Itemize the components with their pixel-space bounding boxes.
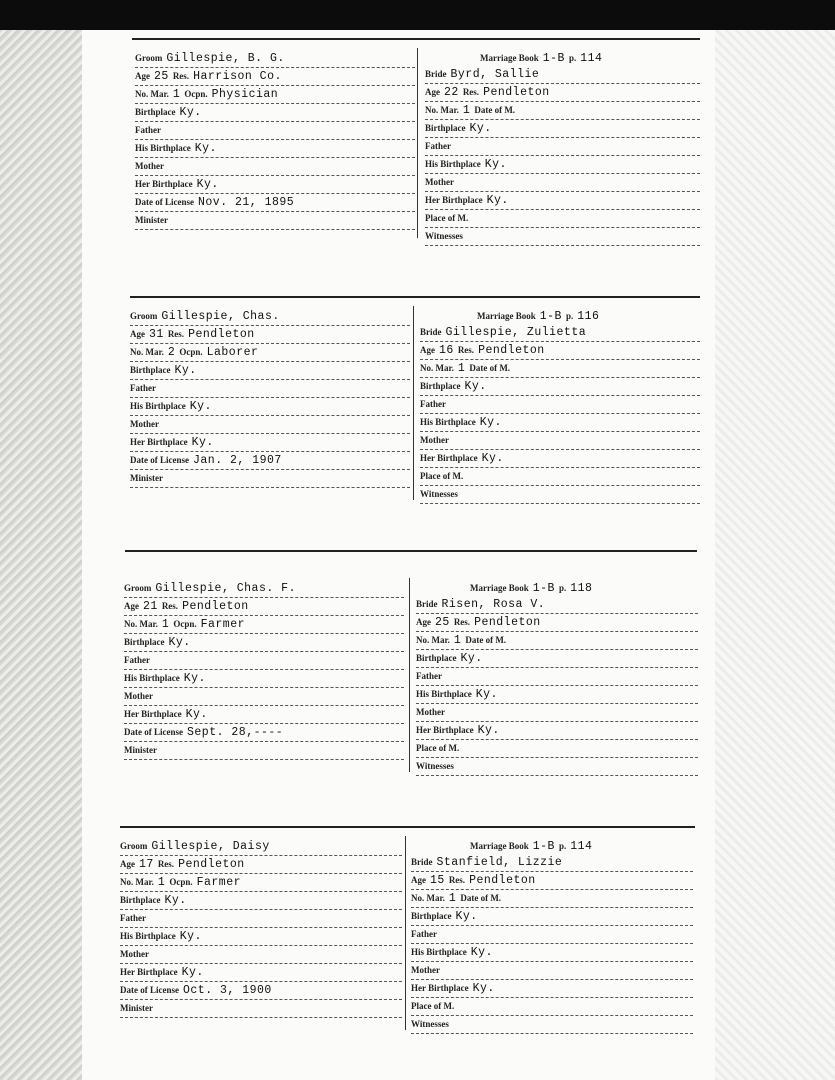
column-divider (417, 48, 418, 238)
groom-mar-row: No. Mar. 1 Ocpn. Physician (135, 86, 415, 104)
bride-birthplace: Ky. (460, 652, 483, 665)
bride-birthplace-row: Birthplace Ky. (416, 650, 698, 668)
groom-age: 21 (143, 600, 158, 613)
groom-birthplace: Ky. (164, 894, 187, 907)
groom-res: Pendleton (178, 858, 245, 871)
groom-age-row: Age 21 Res. Pendleton (124, 598, 404, 616)
groom-mar-row: No. Mar. 1 Ocpn. Farmer (120, 874, 402, 892)
groom-birthplace-row: Birthplace Ky. (130, 362, 410, 380)
groom-age: 25 (154, 70, 169, 83)
groom-her-birthplace-row: Her Birthplace Ky. (120, 964, 402, 982)
record-divider (125, 550, 697, 552)
book-number: 1-B (532, 582, 555, 595)
groom-license-row: Date of License Oct. 3, 1900 (120, 982, 402, 1000)
date-of-license: Oct. 3, 1900 (182, 984, 272, 997)
groom-his-birthplace-row: His Birthplace Ky. (130, 398, 410, 416)
bride-his-birthplace: Ky. (470, 946, 493, 959)
bride-father-row: Father (425, 138, 700, 156)
bride-no-mar: 1 (448, 892, 457, 905)
bride-age-row: Age 15 Res. Pendleton (411, 872, 693, 890)
groom-age-row: Age 25 Res. Harrison Co. (135, 68, 415, 86)
groom-her-birthplace: Ky. (185, 708, 208, 721)
groom-name-row: Groom Gillespie, Chas. F. (124, 580, 404, 598)
groom-mar-row: No. Mar. 2 Ocpn. Laborer (130, 344, 410, 362)
bride-his-birthplace: Ky. (479, 416, 502, 429)
groom-mother-row: Mother (120, 946, 402, 964)
bride-birthplace-row: Birthplace Ky. (411, 908, 693, 926)
bride-place-row: Place of M. (411, 998, 693, 1016)
bride-place-row: Place of M. (420, 468, 700, 486)
groom-age-row: Age 31 Res. Pendleton (130, 326, 410, 344)
groom-no-mar: 2 (167, 346, 176, 359)
column-divider (409, 578, 410, 772)
bride-name-row: Bride Gillespie, Zulietta (420, 324, 700, 342)
groom-his-birthplace: Ky. (183, 672, 206, 685)
groom-her-birthplace-row: Her Birthplace Ky. (130, 434, 410, 452)
bride-name: Byrd, Sallie (450, 68, 540, 81)
groom-name: Gillespie, Chas. F. (155, 582, 296, 595)
bride-birthplace: Ky. (469, 122, 492, 135)
groom-mother-row: Mother (135, 158, 415, 176)
bride-name-row: Bride Stanfield, Lizzie (411, 854, 693, 872)
column-divider (405, 836, 406, 1030)
bride-her-birthplace-row: Her Birthplace Ky. (420, 450, 700, 468)
bride-no-mar: 1 (457, 362, 466, 375)
bride-mother-row: Mother (420, 432, 700, 450)
bride-age: 25 (435, 616, 450, 629)
record-divider (120, 826, 695, 828)
bride-witnesses-row: Witnesses (420, 486, 700, 504)
groom-his-birthplace-row: His Birthplace Ky. (120, 928, 402, 946)
bride-witnesses-row: Witnesses (425, 228, 700, 246)
groom-her-birthplace-row: Her Birthplace Ky. (124, 706, 404, 724)
groom-ocpn: Farmer (196, 876, 242, 889)
bride-his-birthplace: Ky. (484, 158, 507, 171)
bride-place-row: Place of M. (425, 210, 700, 228)
bride-her-birthplace-row: Her Birthplace Ky. (411, 980, 693, 998)
bride-his-birthplace-row: His Birthplace Ky. (425, 156, 700, 174)
bride-mother-row: Mother (411, 962, 693, 980)
marriage-book-ref: Marriage Book 1-B p. 118 (470, 582, 593, 595)
bride-his-birthplace-row: His Birthplace Ky. (420, 414, 700, 432)
scan-left-margin (0, 30, 82, 1080)
bride-name-row: Bride Risen, Rosa V. (416, 596, 698, 614)
groom-name: Gillespie, Chas. (161, 310, 280, 323)
bride-res: Pendleton (474, 616, 541, 629)
bride-name: Risen, Rosa V. (441, 598, 546, 611)
book-page: 114 (580, 52, 603, 65)
marriage-book-ref: Marriage Book 1-B p. 116 (477, 310, 600, 323)
book-number: 1-B (539, 310, 562, 323)
groom-license-row: Date of License Jan. 2, 1907 (130, 452, 410, 470)
book-page: 118 (570, 582, 593, 595)
groom-her-birthplace-row: Her Birthplace Ky. (135, 176, 415, 194)
groom-name-row: Groom Gillespie, B. G. (135, 50, 415, 68)
bride-mother-row: Mother (416, 704, 698, 722)
bride-birthplace-row: Birthplace Ky. (425, 120, 700, 138)
bride-her-birthplace: Ky. (486, 194, 509, 207)
bride-father-row: Father (420, 396, 700, 414)
groom-his-birthplace-row: His Birthplace Ky. (135, 140, 415, 158)
groom-father-row: Father (120, 910, 402, 928)
bride-age: 22 (444, 86, 459, 99)
groom-no-mar: 1 (161, 618, 170, 631)
bride-his-birthplace: Ky. (475, 688, 498, 701)
groom-father-row: Father (135, 122, 415, 140)
groom-her-birthplace: Ky. (196, 178, 219, 191)
groom-res: Harrison Co. (193, 70, 282, 83)
date-of-license: Jan. 2, 1907 (192, 454, 282, 467)
groom-age: 17 (139, 858, 154, 871)
bride-no-mar: 1 (453, 634, 462, 647)
groom-minister-row: Minister (135, 212, 415, 230)
groom-birthplace-row: Birthplace Ky. (120, 892, 402, 910)
groom-name: Gillespie, Daisy (151, 840, 270, 853)
bride-name: Stanfield, Lizzie (436, 856, 563, 869)
bride-mar-row: No. Mar. 1 Date of M. (411, 890, 693, 908)
scan-top-edge (0, 0, 835, 30)
groom-his-birthplace: Ky. (189, 400, 212, 413)
groom-no-mar: 1 (157, 876, 166, 889)
bride-age: 15 (430, 874, 445, 887)
marriage-book-ref: Marriage Book 1-B p. 114 (470, 840, 593, 853)
bride-res: Pendleton (483, 86, 550, 99)
bride-his-birthplace-row: His Birthplace Ky. (416, 686, 698, 704)
groom-his-birthplace: Ky. (179, 930, 202, 943)
groom-minister-row: Minister (120, 1000, 402, 1018)
groom-res: Pendleton (188, 328, 255, 341)
bride-no-mar: 1 (462, 104, 471, 117)
groom-his-birthplace: Ky. (194, 142, 217, 155)
groom-name: Gillespie, B. G. (166, 52, 285, 65)
groom-minister-row: Minister (130, 470, 410, 488)
book-number: 1-B (532, 840, 555, 853)
groom-res: Pendleton (182, 600, 249, 613)
date-of-license: Nov. 21, 1895 (197, 196, 295, 209)
bride-mar-row: No. Mar. 1 Date of M. (420, 360, 700, 378)
bride-father-row: Father (411, 926, 693, 944)
bride-his-birthplace-row: His Birthplace Ky. (411, 944, 693, 962)
bride-birthplace: Ky. (464, 380, 487, 393)
groom-name-row: Groom Gillespie, Chas. (130, 308, 410, 326)
book-page: 114 (570, 840, 593, 853)
bride-her-birthplace-row: Her Birthplace Ky. (416, 722, 698, 740)
bride-mother-row: Mother (425, 174, 700, 192)
groom-her-birthplace: Ky. (191, 436, 214, 449)
groom-birthplace: Ky. (168, 636, 191, 649)
bride-birthplace-row: Birthplace Ky. (420, 378, 700, 396)
bride-her-birthplace: Ky. (472, 982, 495, 995)
groom-birthplace-row: Birthplace Ky. (124, 634, 404, 652)
groom-minister-row: Minister (124, 742, 404, 760)
book-number: 1-B (542, 52, 565, 65)
bride-mar-row: No. Mar. 1 Date of M. (425, 102, 700, 120)
groom-mother-row: Mother (124, 688, 404, 706)
bride-age: 16 (439, 344, 454, 357)
groom-father-row: Father (130, 380, 410, 398)
groom-birthplace: Ky. (179, 106, 202, 119)
bride-age-row: Age 22 Res. Pendleton (425, 84, 700, 102)
groom-birthplace-row: Birthplace Ky. (135, 104, 415, 122)
groom-her-birthplace: Ky. (181, 966, 204, 979)
bride-mar-row: No. Mar. 1 Date of M. (416, 632, 698, 650)
record-divider (130, 296, 700, 298)
bride-res: Pendleton (478, 344, 545, 357)
groom-no-mar: 1 (172, 88, 181, 101)
bride-res: Pendleton (469, 874, 536, 887)
bride-her-birthplace-row: Her Birthplace Ky. (425, 192, 700, 210)
groom-ocpn: Farmer (200, 618, 246, 631)
bride-witnesses-row: Witnesses (411, 1016, 693, 1034)
bride-father-row: Father (416, 668, 698, 686)
groom-ocpn: Laborer (206, 346, 259, 359)
bride-her-birthplace: Ky. (477, 724, 500, 737)
groom-ocpn: Physician (211, 88, 279, 101)
bride-witnesses-row: Witnesses (416, 758, 698, 776)
groom-birthplace: Ky. (174, 364, 197, 377)
groom-father-row: Father (124, 652, 404, 670)
marriage-book-ref: Marriage Book 1-B p. 114 (480, 52, 603, 65)
bride-age-row: Age 25 Res. Pendleton (416, 614, 698, 632)
scan-right-margin (715, 30, 835, 1080)
column-divider (413, 306, 414, 500)
bride-name-row: Bride Byrd, Sallie (425, 66, 700, 84)
bride-birthplace: Ky. (455, 910, 478, 923)
bride-her-birthplace: Ky. (481, 452, 504, 465)
groom-mar-row: No. Mar. 1 Ocpn. Farmer (124, 616, 404, 634)
groom-his-birthplace-row: His Birthplace Ky. (124, 670, 404, 688)
groom-age-row: Age 17 Res. Pendleton (120, 856, 402, 874)
bride-place-row: Place of M. (416, 740, 698, 758)
groom-name-row: Groom Gillespie, Daisy (120, 838, 402, 856)
date-of-license: Sept. 28,---- (186, 726, 284, 739)
bride-age-row: Age 16 Res. Pendleton (420, 342, 700, 360)
book-page: 116 (577, 310, 600, 323)
record-divider (132, 38, 700, 40)
groom-license-row: Date of License Sept. 28,---- (124, 724, 404, 742)
groom-age: 31 (149, 328, 164, 341)
bride-name: Gillespie, Zulietta (445, 326, 587, 339)
groom-mother-row: Mother (130, 416, 410, 434)
groom-license-row: Date of License Nov. 21, 1895 (135, 194, 415, 212)
